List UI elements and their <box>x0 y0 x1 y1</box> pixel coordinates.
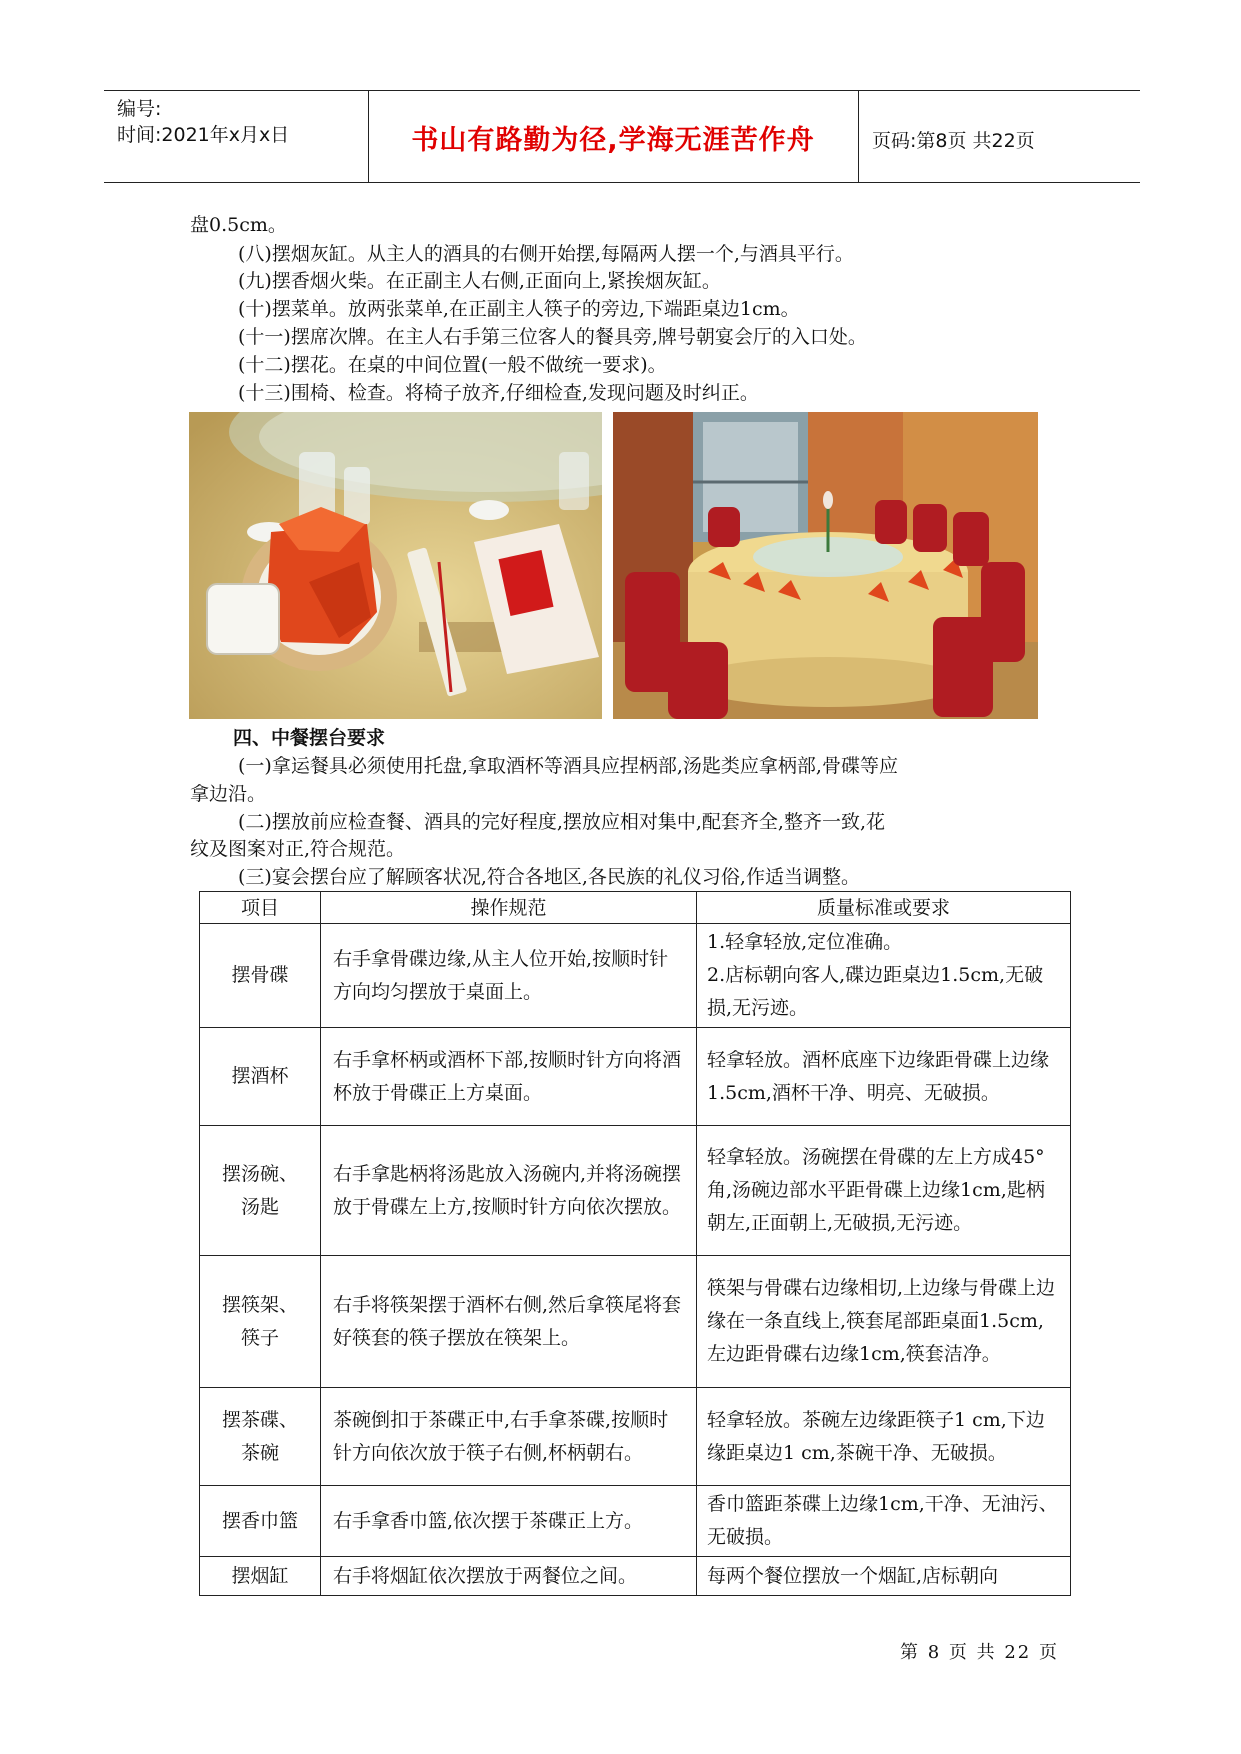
operation-cell: 右手拿杯柄或酒杯下部,按顺时针方向将酒杯放于骨碟正上方桌面。 <box>321 1028 697 1126</box>
column-header: 项目 <box>200 892 321 924</box>
table-row <box>200 1557 1071 1596</box>
setup-item-10: (十)摆菜单。放两张菜单,在正副主人筷子的旁边,下端距桌边1cm。 <box>238 298 800 320</box>
header-page-number: 页码:第8页 共22页 <box>872 130 1035 152</box>
item-cell: 摆汤碗、 汤匙 <box>200 1126 321 1256</box>
item-cell: 摆茶碟、 茶碗 <box>200 1388 321 1486</box>
standard-cell: 轻拿轻放。茶碗左边缘距筷子1 cm,下边缘距桌边1 cm,茶碗干净、无破损。 <box>697 1388 1071 1486</box>
standard-cell: 轻拿轻放。汤碗摆在骨碟的左上方成45°角,汤碗边部水平距骨碟上边缘1cm,匙柄朝左,正面朝上,无破损,无污迹。 <box>697 1126 1071 1256</box>
banquet-table-photo <box>613 412 1038 719</box>
operation-cell: 右手拿骨碟边缘,从主人位开始,按顺时针方向均匀摆放于桌面上。 <box>321 924 697 1028</box>
requirement-3: (三)宴会摆台应了解顾客状况,符合各地区,各民族的礼仪习俗,作适当调整。 <box>238 866 860 888</box>
table-row <box>200 1028 1071 1126</box>
requirement-2-cont: 纹及图案对正,符合规范。 <box>190 838 406 860</box>
table-header-row <box>200 892 1071 924</box>
header-bottom-rule <box>104 182 1140 183</box>
table-row <box>200 1256 1071 1388</box>
header-motto: 书山有路勤为径,学海无涯苦作舟 <box>411 125 815 156</box>
page-footer: 第 8 页 共 22 页 <box>900 1642 1059 1663</box>
operation-cell: 右手将烟缸依次摆放于两餐位之间。 <box>321 1557 697 1596</box>
item-cell: 摆筷架、 筷子 <box>200 1256 321 1388</box>
item-cell: 摆酒杯 <box>200 1028 321 1126</box>
operation-cell: 右手将筷架摆于酒杯右侧,然后拿筷尾将套好筷套的筷子摆放在筷架上。 <box>321 1256 697 1388</box>
operation-cell: 右手拿匙柄将汤匙放入汤碗内,并将汤碗摆放于骨碟左上方,按顺时针方向依次摆放。 <box>321 1126 697 1256</box>
table-row <box>200 924 1071 1028</box>
setup-item-13: (十三)围椅、检查。将椅子放齐,仔细检查,发现问题及时纠正。 <box>238 382 759 404</box>
setup-item-11: (十一)摆席次牌。在主人右手第三位客人的餐具旁,牌号朝宴会厅的入口处。 <box>238 326 867 348</box>
header-divider <box>858 90 859 182</box>
requirement-1-cont: 拿边沿。 <box>190 783 267 805</box>
standard-cell: 每两个餐位摆放一个烟缸,店标朝向 <box>697 1557 1071 1596</box>
setup-item-12: (十二)摆花。在桌的中间位置(一般不做统一要求)。 <box>238 354 667 376</box>
standard-cell: 轻拿轻放。酒杯底座下边缘距骨碟上边缘1.5cm,酒杯干净、明亮、无破损。 <box>697 1028 1071 1126</box>
operation-cell: 右手拿香巾篮,依次摆于茶碟正上方。 <box>321 1486 697 1557</box>
setup-item-8: (八)摆烟灰缸。从主人的酒具的右侧开始摆,每隔两人摆一个,与酒具平行。 <box>238 243 854 265</box>
standard-cell: 筷架与骨碟右边缘相切,上边缘与骨碟上边缘在一条直线上,筷套尾部距桌面1.5cm,左边距骨碟右边缘1cm,筷套洁净。 <box>697 1256 1071 1388</box>
requirement-1: (一)拿运餐具必须使用托盘,拿取酒杯等酒具应捏柄部,汤匙类应拿柄部,骨碟等应 <box>238 755 898 777</box>
table-row <box>200 1486 1071 1557</box>
item-cell: 摆烟缸 <box>200 1557 321 1596</box>
operation-cell: 茶碗倒扣于茶碟正中,右手拿茶碟,按顺时针方向依次放于筷子右侧,杯柄朝右。 <box>321 1388 697 1486</box>
standard-cell: 香巾篮距茶碟上边缘1cm,干净、无油污、无破损。 <box>697 1486 1071 1557</box>
date-label: 时间:2021年x月x日 <box>117 124 290 146</box>
column-header: 质量标准或要求 <box>697 892 1071 924</box>
place-setting-photo <box>189 412 602 719</box>
setup-spec-table <box>199 891 1071 1596</box>
table-row <box>200 1126 1071 1256</box>
section-heading: 四、中餐摆台要求 <box>233 727 386 749</box>
item-cell: 摆骨碟 <box>200 924 321 1028</box>
item-cell: 摆香巾篮 <box>200 1486 321 1557</box>
setup-item-9: (九)摆香烟火柴。在正副主人右侧,正面向上,紧挨烟灰缸。 <box>238 270 721 292</box>
paragraph-line: 盘0.5cm。 <box>190 214 287 236</box>
header-top-rule <box>104 90 1140 91</box>
requirement-2: (二)摆放前应检查餐、酒具的完好程度,摆放应相对集中,配套齐全,整齐一致,花 <box>238 811 885 833</box>
standard-cell: 1.轻拿轻放,定位准确。 2.店标朝向客人,碟边距桌边1.5cm,无破损,无污迹。 <box>697 924 1071 1028</box>
table-row <box>200 1388 1071 1486</box>
column-header: 操作规范 <box>321 892 697 924</box>
serial-number-label: 编号: <box>117 98 162 120</box>
